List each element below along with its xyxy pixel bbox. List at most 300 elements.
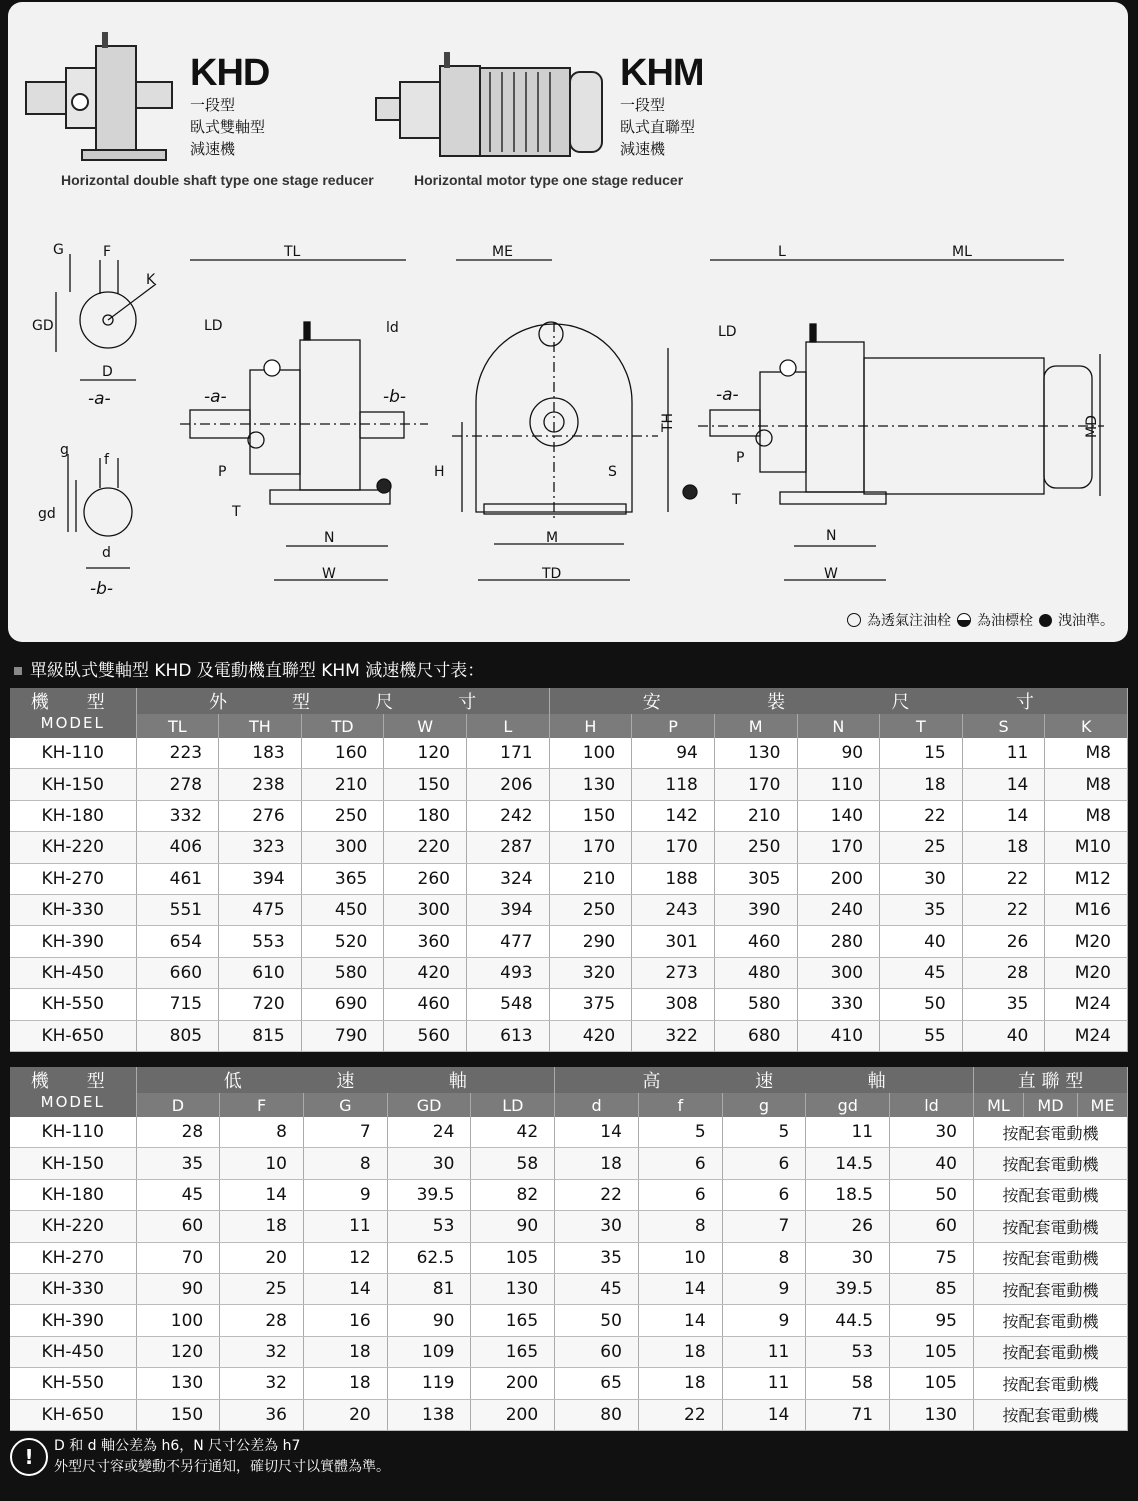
group-high-speed-shaft xyxy=(555,1067,974,1093)
value-cell: 100 xyxy=(549,738,632,769)
value-cell: 94 xyxy=(632,738,715,769)
value-cell: 206 xyxy=(467,769,550,800)
value-cell: 71 xyxy=(806,1399,890,1430)
model-cell: KH-390 xyxy=(10,1305,136,1336)
value-cell: 120 xyxy=(136,1336,220,1367)
value-cell: 30 xyxy=(880,863,963,894)
value-cell: 715 xyxy=(136,989,219,1020)
value-cell: 360 xyxy=(384,926,467,957)
value-cell: 165 xyxy=(471,1305,555,1336)
value-cell: 130 xyxy=(136,1368,220,1399)
value-cell: 18 xyxy=(303,1368,387,1399)
motor-cell: 按配套電動機 xyxy=(973,1179,1127,1210)
model-cell: KH-150 xyxy=(10,1148,136,1179)
value-cell: 170 xyxy=(797,832,880,863)
value-cell: 475 xyxy=(219,894,302,925)
label-F: F xyxy=(103,244,112,260)
value-cell: 580 xyxy=(301,957,384,988)
value-cell: 32 xyxy=(220,1368,304,1399)
value-cell: M8 xyxy=(1045,769,1128,800)
value-cell: 138 xyxy=(387,1399,471,1430)
value-cell: 130 xyxy=(890,1399,974,1430)
model-cell: KH-220 xyxy=(10,832,136,863)
col-header-S: S xyxy=(962,714,1045,738)
value-cell: 22 xyxy=(880,800,963,831)
section-title xyxy=(14,656,484,681)
model-header xyxy=(10,688,136,738)
value-cell: 25 xyxy=(880,832,963,863)
legend-vent: 為透氣注油栓 xyxy=(867,613,951,629)
value-cell: 9 xyxy=(303,1179,387,1210)
model-cell: KH-650 xyxy=(10,1020,136,1051)
value-cell: 394 xyxy=(219,863,302,894)
table-row xyxy=(10,1399,1128,1430)
label-b-2: -b- xyxy=(383,387,407,407)
value-cell: 210 xyxy=(714,800,797,831)
value-cell: 14 xyxy=(638,1273,722,1304)
value-cell: 14 xyxy=(220,1179,304,1210)
label-D: D xyxy=(102,364,113,380)
khm-labels xyxy=(716,244,1100,582)
col-header-N: N xyxy=(797,714,880,738)
value-cell: 14 xyxy=(638,1305,722,1336)
value-cell: 200 xyxy=(797,863,880,894)
table-row xyxy=(10,1368,1128,1399)
value-cell: 613 xyxy=(467,1020,550,1051)
value-cell: 90 xyxy=(136,1273,220,1304)
value-cell: 320 xyxy=(549,957,632,988)
group-low-speed-shaft xyxy=(136,1067,555,1093)
value-cell: 118 xyxy=(632,769,715,800)
value-cell: M16 xyxy=(1045,894,1128,925)
value-cell: 95 xyxy=(890,1305,974,1336)
value-cell: 188 xyxy=(632,863,715,894)
motor-cell: 按配套電動機 xyxy=(973,1399,1127,1430)
value-cell: 20 xyxy=(220,1242,304,1273)
value-cell: 26 xyxy=(962,926,1045,957)
value-cell: 35 xyxy=(880,894,963,925)
model-header-en-2: MODEL xyxy=(40,1093,105,1111)
label-GD: GD xyxy=(32,318,54,334)
value-cell: 410 xyxy=(797,1020,880,1051)
value-cell: 250 xyxy=(714,832,797,863)
model-header-zh-2: 機 型 xyxy=(30,1071,115,1092)
khd-english-caption: Horizontal double shaft type one stage reducer xyxy=(61,172,374,188)
label-f: f xyxy=(104,452,109,468)
model-cell: KH-180 xyxy=(10,1179,136,1210)
label-d: d xyxy=(102,545,111,561)
value-cell: 11 xyxy=(962,738,1045,769)
group2-char: 裝 xyxy=(767,692,786,713)
value-cell: 480 xyxy=(714,957,797,988)
value-cell: 200 xyxy=(471,1368,555,1399)
value-cell: 238 xyxy=(219,769,302,800)
value-cell: M20 xyxy=(1045,926,1128,957)
value-cell: 805 xyxy=(136,1020,219,1051)
model-cell: KH-180 xyxy=(10,800,136,831)
value-cell: 6 xyxy=(638,1148,722,1179)
value-cell: 5 xyxy=(722,1117,806,1148)
value-cell: 50 xyxy=(880,989,963,1020)
model-cell: KH-450 xyxy=(10,1336,136,1367)
table-row xyxy=(10,1273,1128,1304)
group-install-size xyxy=(549,688,1127,714)
value-cell: 24 xyxy=(387,1117,471,1148)
value-cell: 287 xyxy=(467,832,550,863)
table-row xyxy=(10,1148,1128,1179)
value-cell: 580 xyxy=(714,989,797,1020)
value-cell: 9 xyxy=(722,1273,806,1304)
value-cell: 14 xyxy=(722,1399,806,1430)
value-cell: 140 xyxy=(797,800,880,831)
value-cell: 142 xyxy=(632,800,715,831)
motor-cell: 按配套電動機 xyxy=(973,1305,1127,1336)
col-header-TL: TL xyxy=(136,714,219,738)
value-cell: 5 xyxy=(638,1117,722,1148)
table-row xyxy=(10,1336,1128,1367)
col-header-gd: gd xyxy=(806,1093,890,1117)
value-cell: 461 xyxy=(136,863,219,894)
value-cell: 130 xyxy=(471,1273,555,1304)
value-cell: 45 xyxy=(880,957,963,988)
value-cell: 150 xyxy=(136,1399,220,1430)
value-cell: 18 xyxy=(880,769,963,800)
value-cell: 160 xyxy=(301,738,384,769)
value-cell: 330 xyxy=(797,989,880,1020)
group-char: 速 xyxy=(336,1071,355,1092)
khd-code: KHD xyxy=(190,52,270,94)
khd-labels xyxy=(204,244,406,582)
col-header-D: D xyxy=(136,1093,220,1117)
khd-zh-3: 減速機 xyxy=(190,140,236,158)
value-cell: 28 xyxy=(962,957,1045,988)
label-gd: gd xyxy=(38,506,56,522)
value-cell: 300 xyxy=(301,832,384,863)
value-cell: 35 xyxy=(136,1148,220,1179)
group-outer-size xyxy=(136,688,549,714)
label-TH: TH xyxy=(660,412,676,432)
value-cell: 6 xyxy=(638,1179,722,1210)
value-cell: 180 xyxy=(384,800,467,831)
value-cell: 30 xyxy=(387,1148,471,1179)
value-cell: 105 xyxy=(890,1368,974,1399)
value-cell: 70 xyxy=(136,1242,220,1273)
model-header-en: MODEL xyxy=(40,714,105,732)
value-cell: 460 xyxy=(384,989,467,1020)
value-cell: 8 xyxy=(722,1242,806,1273)
value-cell: M10 xyxy=(1045,832,1128,863)
note-line-1: D 和 d 軸公差為 h6，N 尺寸公差為 h7 xyxy=(54,1438,301,1454)
value-cell: 301 xyxy=(632,926,715,957)
model-cell: KH-330 xyxy=(10,894,136,925)
value-cell: 10 xyxy=(220,1148,304,1179)
value-cell: 65 xyxy=(555,1368,639,1399)
value-cell: 365 xyxy=(301,863,384,894)
value-cell: 610 xyxy=(219,957,302,988)
value-cell: 16 xyxy=(303,1305,387,1336)
value-cell: 210 xyxy=(301,769,384,800)
value-cell: 200 xyxy=(471,1399,555,1430)
table-row xyxy=(10,769,1128,800)
value-cell: 243 xyxy=(632,894,715,925)
value-cell: 660 xyxy=(136,957,219,988)
value-cell: 273 xyxy=(632,957,715,988)
value-cell: 100 xyxy=(136,1305,220,1336)
value-cell: 32 xyxy=(220,1336,304,1367)
value-cell: 28 xyxy=(136,1117,220,1148)
value-cell: 50 xyxy=(555,1305,639,1336)
value-cell: M24 xyxy=(1045,1020,1128,1051)
value-cell: 548 xyxy=(467,989,550,1020)
motor-cell: 按配套電動機 xyxy=(973,1336,1127,1367)
khm-zh-1: 一段型 xyxy=(620,96,666,114)
value-cell: 790 xyxy=(301,1020,384,1051)
value-cell: 14 xyxy=(555,1117,639,1148)
label-LD-2: LD xyxy=(718,324,737,340)
value-cell: 30 xyxy=(890,1117,974,1148)
value-cell: 720 xyxy=(219,989,302,1020)
value-cell: 680 xyxy=(714,1020,797,1051)
value-cell: 85 xyxy=(890,1273,974,1304)
model-header-2 xyxy=(10,1067,136,1117)
table-row xyxy=(10,1117,1128,1148)
value-cell: 242 xyxy=(467,800,550,831)
khm-zh-3: 減速機 xyxy=(620,140,666,158)
label-L: L xyxy=(778,244,786,260)
value-cell: 58 xyxy=(471,1148,555,1179)
col-header-M: M xyxy=(714,714,797,738)
value-cell: 18 xyxy=(962,832,1045,863)
group2-char: 寸 xyxy=(1015,692,1034,713)
value-cell: 14 xyxy=(962,769,1045,800)
model-cell: KH-550 xyxy=(10,1368,136,1399)
table-row xyxy=(10,1305,1128,1336)
value-cell: 45 xyxy=(555,1273,639,1304)
col-header-P: P xyxy=(632,714,715,738)
value-cell: 22 xyxy=(962,863,1045,894)
value-cell: 26 xyxy=(806,1211,890,1242)
drawing-panel xyxy=(8,2,1128,642)
value-cell: 278 xyxy=(136,769,219,800)
motor-cell: 按配套電動機 xyxy=(973,1211,1127,1242)
value-cell: 50 xyxy=(890,1179,974,1210)
value-cell: 105 xyxy=(890,1336,974,1367)
label-N-2: N xyxy=(826,528,837,544)
col-header-TH: TH xyxy=(219,714,302,738)
value-cell: 81 xyxy=(387,1273,471,1304)
value-cell: 420 xyxy=(549,1020,632,1051)
value-cell: 53 xyxy=(806,1336,890,1367)
group1-char: 型 xyxy=(292,692,311,713)
col-header-TD: TD xyxy=(301,714,384,738)
col-header-g: g xyxy=(722,1093,806,1117)
table-row xyxy=(10,1020,1128,1051)
col-header-d: d xyxy=(555,1093,639,1117)
value-cell: 28 xyxy=(220,1305,304,1336)
value-cell: 11 xyxy=(303,1211,387,1242)
model-cell: KH-270 xyxy=(10,863,136,894)
value-cell: 260 xyxy=(384,863,467,894)
value-cell: 394 xyxy=(467,894,550,925)
model-cell: KH-150 xyxy=(10,769,136,800)
label-LD: LD xyxy=(204,318,223,334)
table-row xyxy=(10,1242,1128,1273)
vent-plug-icon xyxy=(847,613,861,627)
motor-cell: 按配套電動機 xyxy=(973,1368,1127,1399)
group2-char: 尺 xyxy=(891,692,910,713)
value-cell: 240 xyxy=(797,894,880,925)
value-cell: 390 xyxy=(714,894,797,925)
value-cell: 171 xyxy=(467,738,550,769)
front-view xyxy=(452,260,668,580)
table-row xyxy=(10,738,1128,769)
value-cell: 36 xyxy=(220,1399,304,1430)
khd-zh-1: 一段型 xyxy=(190,96,236,114)
legend-drain: 洩油準。 xyxy=(1058,613,1114,629)
label-TL: TL xyxy=(284,244,301,260)
value-cell: 55 xyxy=(880,1020,963,1051)
value-cell: 14 xyxy=(303,1273,387,1304)
table-row xyxy=(10,1211,1128,1242)
value-cell: 280 xyxy=(797,926,880,957)
value-cell: 35 xyxy=(962,989,1045,1020)
label-S: S xyxy=(608,464,617,480)
value-cell: 493 xyxy=(467,957,550,988)
model-cell: KH-220 xyxy=(10,1211,136,1242)
value-cell: 44.5 xyxy=(806,1305,890,1336)
model-cell: KH-650 xyxy=(10,1399,136,1430)
value-cell: 375 xyxy=(549,989,632,1020)
value-cell: 150 xyxy=(384,769,467,800)
value-cell: 39.5 xyxy=(387,1179,471,1210)
table-row xyxy=(10,894,1128,925)
value-cell: 90 xyxy=(471,1211,555,1242)
value-cell: 18.5 xyxy=(806,1179,890,1210)
label-M: M xyxy=(546,530,559,546)
bullet-square-icon xyxy=(14,667,22,675)
value-cell: 305 xyxy=(714,863,797,894)
value-cell: 15 xyxy=(880,738,963,769)
value-cell: 119 xyxy=(387,1368,471,1399)
value-cell: 9 xyxy=(722,1305,806,1336)
value-cell: 322 xyxy=(632,1020,715,1051)
oil-gauge-icon xyxy=(957,613,971,627)
value-cell: 551 xyxy=(136,894,219,925)
table-row xyxy=(10,800,1128,831)
value-cell: 109 xyxy=(387,1336,471,1367)
group1-char: 尺 xyxy=(375,692,394,713)
value-cell: 40 xyxy=(962,1020,1045,1051)
col-header-f: f xyxy=(638,1093,722,1117)
value-cell: 8 xyxy=(303,1148,387,1179)
legend xyxy=(847,610,1114,630)
value-cell: 90 xyxy=(797,738,880,769)
value-cell: 8 xyxy=(638,1211,722,1242)
table-row xyxy=(10,832,1128,863)
value-cell: 90 xyxy=(387,1305,471,1336)
khm-zh-2: 臥式直聯型 xyxy=(620,118,696,136)
col-header-F: F xyxy=(220,1093,304,1117)
value-cell: 250 xyxy=(301,800,384,831)
value-cell: 165 xyxy=(471,1336,555,1367)
model-cell: KH-450 xyxy=(10,957,136,988)
motor-cell: 按配套電動機 xyxy=(973,1148,1127,1179)
col-header-ML: ML xyxy=(973,1093,1023,1117)
table-row xyxy=(10,957,1128,988)
value-cell: 150 xyxy=(549,800,632,831)
group-direct-coupled: 直 聯 型 xyxy=(973,1067,1127,1093)
value-cell: 39.5 xyxy=(806,1273,890,1304)
value-cell: 520 xyxy=(301,926,384,957)
value-cell: 250 xyxy=(549,894,632,925)
value-cell: 62.5 xyxy=(387,1242,471,1273)
col-header-LD: LD xyxy=(471,1093,555,1117)
col-header-L: L xyxy=(467,714,550,738)
value-cell: M24 xyxy=(1045,989,1128,1020)
dimension-drawing xyxy=(8,2,1128,642)
value-cell: 7 xyxy=(303,1117,387,1148)
col-header-GD: GD xyxy=(387,1093,471,1117)
value-cell: 300 xyxy=(384,894,467,925)
group1-char: 寸 xyxy=(458,692,477,713)
value-cell: 170 xyxy=(714,769,797,800)
label-P-2: P xyxy=(736,450,745,466)
group-char: 高 xyxy=(642,1071,661,1092)
value-cell: 276 xyxy=(219,800,302,831)
value-cell: 18 xyxy=(303,1336,387,1367)
value-cell: 460 xyxy=(714,926,797,957)
label-W: W xyxy=(322,566,336,582)
value-cell: 7 xyxy=(722,1211,806,1242)
table-row xyxy=(10,926,1128,957)
label-ML: ML xyxy=(952,244,972,260)
label-ld: ld xyxy=(386,320,399,336)
table-row xyxy=(10,1179,1128,1210)
label-N: N xyxy=(324,530,335,546)
label-ME: ME xyxy=(492,244,513,260)
value-cell: 120 xyxy=(384,738,467,769)
value-cell: 14.5 xyxy=(806,1148,890,1179)
value-cell: 45 xyxy=(136,1179,220,1210)
value-cell: 18 xyxy=(555,1148,639,1179)
value-cell: 130 xyxy=(714,738,797,769)
label-a-3: -a- xyxy=(716,385,739,405)
col-header-ME: ME xyxy=(1077,1093,1127,1117)
value-cell: 130 xyxy=(549,769,632,800)
value-cell: 60 xyxy=(555,1336,639,1367)
label-T: T xyxy=(232,504,241,520)
value-cell: 170 xyxy=(549,832,632,863)
value-cell: 60 xyxy=(136,1211,220,1242)
legend-gauge: 為油標栓 xyxy=(977,613,1033,629)
value-cell: 220 xyxy=(384,832,467,863)
col-header-ld: ld xyxy=(890,1093,974,1117)
model-cell: KH-550 xyxy=(10,989,136,1020)
value-cell: M12 xyxy=(1045,863,1128,894)
value-cell: 110 xyxy=(797,769,880,800)
model-cell: KH-390 xyxy=(10,926,136,957)
value-cell: 8 xyxy=(220,1117,304,1148)
value-cell: 10 xyxy=(638,1242,722,1273)
value-cell: 22 xyxy=(638,1399,722,1430)
value-cell: 42 xyxy=(471,1117,555,1148)
khm-english-caption: Horizontal motor type one stage reducer xyxy=(414,172,684,188)
value-cell: 815 xyxy=(219,1020,302,1051)
value-cell: 308 xyxy=(632,989,715,1020)
value-cell: 420 xyxy=(384,957,467,988)
label-T-2: T xyxy=(732,492,741,508)
model-cell: KH-110 xyxy=(10,1117,136,1148)
